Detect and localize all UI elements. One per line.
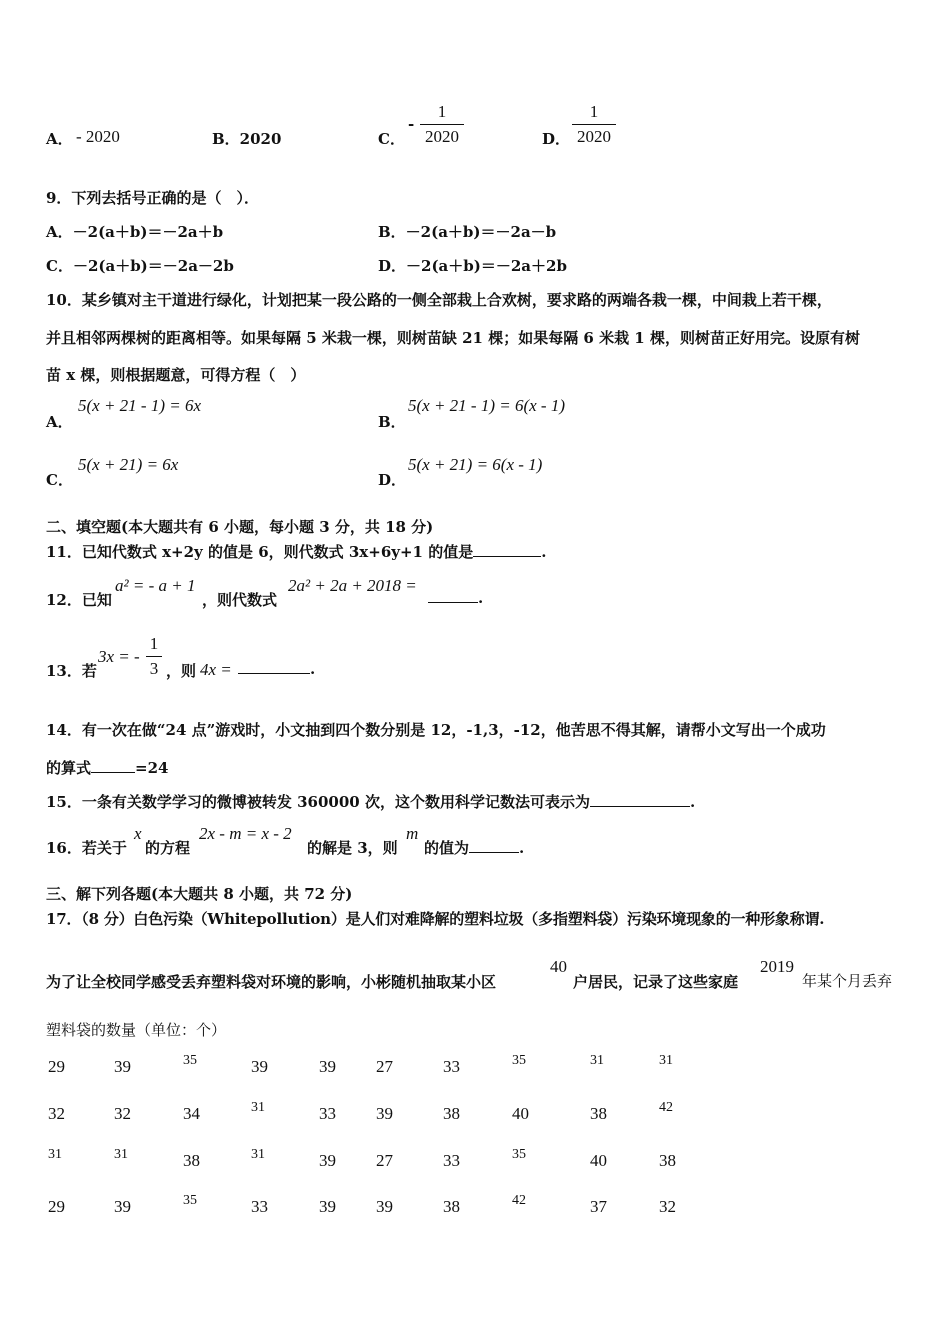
q13-pre: 13．若 <box>46 662 97 680</box>
q17-line2-mid: 户居民，记录了这些家庭 <box>573 973 739 991</box>
q12-pre: 12．已知 <box>46 591 112 609</box>
table-cell: 35 <box>183 1193 197 1208</box>
table-cell: 39 <box>319 1057 336 1076</box>
q15-text <box>46 791 695 812</box>
q13-fraction <box>146 634 162 679</box>
q8-option-d-fraction <box>572 102 616 147</box>
q10-option-a-label: A． <box>46 413 73 431</box>
q14-line2 <box>46 757 168 778</box>
q12-answer-line <box>428 589 483 607</box>
fraction-bar <box>420 124 464 125</box>
q11-end: . <box>541 543 547 561</box>
table-cell: 27 <box>376 1057 393 1076</box>
table-cell: 38 <box>590 1104 607 1123</box>
q13-end: . <box>310 660 316 678</box>
q15-answer-blank[interactable] <box>590 806 690 807</box>
table-cell: 39 <box>114 1057 131 1076</box>
table-cell: 39 <box>251 1057 268 1076</box>
q11-text <box>46 541 546 562</box>
q16-variable-x: x <box>134 824 142 843</box>
table-cell: 38 <box>183 1151 200 1170</box>
q9-option-c: C．－2(a＋b)＝－2a－2b <box>46 257 234 275</box>
q12-equation-1: a² = - a + 1 <box>115 576 196 595</box>
q9-stem: 9．下列去括号正确的是（ ）． <box>46 189 259 207</box>
table-cell: 33 <box>251 1197 268 1216</box>
table-cell: 39 <box>114 1197 131 1216</box>
q12-equation-2: 2a² + 2a + 2018 = <box>288 576 417 595</box>
table-cell: 27 <box>376 1151 393 1170</box>
q14-answer-blank[interactable] <box>91 772 135 773</box>
table-cell: 31 <box>251 1100 265 1115</box>
fraction-numerator: 1 <box>149 634 159 653</box>
fraction-numerator: 1 <box>589 102 599 121</box>
q10-option-b-equation: 5(x + 21 - 1) = 6(x - 1) <box>408 396 566 415</box>
table-cell: 29 <box>48 1057 65 1076</box>
q17-number-40: 40 <box>550 957 567 976</box>
table-cell: 31 <box>48 1147 62 1162</box>
table-cell: 32 <box>659 1197 676 1216</box>
q12-answer-blank[interactable] <box>428 602 478 603</box>
q10-option-c-equation: 5(x + 21) = 6x <box>78 455 179 474</box>
q16-mid1: 的方程 <box>145 839 191 857</box>
fraction-numerator: 1 <box>437 102 447 121</box>
table-cell: 31 <box>251 1147 265 1162</box>
q8-option-a-value: - 2020 <box>76 127 120 146</box>
q13-answer-blank[interactable] <box>238 673 310 674</box>
q14-line2-post: =24 <box>135 759 169 777</box>
q15-stem: 15．一条有关数学学习的微博被转发 360000 次，这个数用科学记数法可表示为 <box>46 793 590 811</box>
q9-option-b: B．－2(a＋b)＝－2a－b <box>378 223 557 241</box>
q16-mid2: 的解是 3，则 <box>307 839 398 857</box>
table-cell: 31 <box>590 1053 604 1068</box>
table-cell: 31 <box>659 1053 673 1068</box>
q8-option-c-label: C． <box>378 130 405 148</box>
q10-option-a-equation: 5(x + 21 - 1) = 6x <box>78 396 202 415</box>
q16-end: . <box>519 839 525 857</box>
q17-line2-post: 年某个月丢弃 <box>802 972 893 990</box>
q17-line2-pre: 为了让全校同学感受丢弃塑料袋对环境的影响，小彬随机抽取某小区 <box>46 973 497 991</box>
q13-equation-left: 3x = - <box>98 647 140 666</box>
table-cell: 42 <box>659 1100 673 1115</box>
table-cell: 39 <box>376 1197 393 1216</box>
table-cell: 34 <box>183 1104 200 1123</box>
q13-answer-line <box>238 660 315 678</box>
q16-post <box>424 837 524 858</box>
table-cell: 39 <box>319 1197 336 1216</box>
fraction-denominator: 2020 <box>425 127 459 146</box>
q8-option-a-label: A． <box>46 130 73 148</box>
q13-mid: ，则 <box>166 662 197 680</box>
q9-option-d: D．－2(a＋b)＝－2a＋2b <box>378 257 567 275</box>
q13-equation-2: 4x = <box>200 660 232 679</box>
table-cell: 40 <box>590 1151 607 1170</box>
q14-line2-pre: 的算式 <box>46 759 92 777</box>
section-3-heading: 三、解下列各题(本大题共 8 小题，共 72 分) <box>46 885 353 903</box>
table-cell: 37 <box>590 1197 607 1216</box>
section-2-heading: 二、填空题(本大题共有 6 小题，每小题 3 分，共 18 分) <box>46 518 434 536</box>
table-cell: 38 <box>443 1104 460 1123</box>
table-cell: 33 <box>443 1057 460 1076</box>
q16-equation: 2x - m = x - 2 <box>199 824 292 843</box>
table-cell: 35 <box>183 1053 197 1068</box>
q8-option-d-label: D． <box>542 130 571 148</box>
table-cell: 35 <box>512 1147 526 1162</box>
table-cell: 32 <box>48 1104 65 1123</box>
fraction-denominator: 2020 <box>577 127 611 146</box>
table-cell: 33 <box>319 1104 336 1123</box>
q17-line1: 17．（8 分）白色污染（Whitepollution）是人们对难降解的塑料垃圾（多指塑料袋）污染环境现象的一种形象称谓. <box>46 910 825 928</box>
table-cell: 35 <box>512 1053 526 1068</box>
q12-mid: ，则代数式 <box>202 591 278 609</box>
table-cell: 32 <box>114 1104 131 1123</box>
q16-pre: 16．若关于 <box>46 839 127 857</box>
table-cell: 42 <box>512 1193 526 1208</box>
q16-post-text: 的值为 <box>424 839 470 857</box>
table-cell: 31 <box>114 1147 128 1162</box>
fraction-denominator: 3 <box>149 659 159 678</box>
table-cell: 39 <box>376 1104 393 1123</box>
q15-end: . <box>689 793 696 811</box>
q17-year: 2019 <box>760 957 794 976</box>
q10-stem-line2: 并且相邻两棵树的距离相等。如果每隔 5 米栽一棵，则树苗缺 21 棵；如果每隔 6 米栽 1 棵，则树苗正好用完。设原有树 <box>46 329 860 347</box>
q16-answer-blank[interactable] <box>469 852 519 853</box>
q12-end: . <box>478 589 484 607</box>
q11-answer-blank[interactable] <box>473 556 541 557</box>
table-cell: 38 <box>443 1197 460 1216</box>
q10-option-d-equation: 5(x + 21) = 6(x - 1) <box>408 455 543 474</box>
q8-option-c-sign: - <box>408 115 415 133</box>
q11-stem: 11．已知代数式 x+2y 的值是 6，则代数式 3x+6y+1 的值是 <box>46 543 474 561</box>
table-cell: 39 <box>319 1151 336 1170</box>
fraction-bar <box>146 656 162 657</box>
q16-variable-m: m <box>406 824 419 843</box>
q10-option-c-label: C． <box>46 471 73 489</box>
q10-option-d-label: D． <box>378 471 407 489</box>
q10-stem-line1: 10．某乡镇对主干道进行绿化，计划把某一段公路的一侧全部栽上合欢树，要求路的两端各栽一棵，中间栽上若干棵， <box>46 291 832 309</box>
table-cell: 33 <box>443 1151 460 1170</box>
q8-option-b: B．2020 <box>212 130 282 148</box>
table-cell: 29 <box>48 1197 65 1216</box>
fraction-bar <box>572 124 616 125</box>
q9-option-a: A．－2(a＋b)＝－2a＋b <box>46 223 224 241</box>
q8-option-c-fraction <box>420 102 464 147</box>
q10-option-b-label: B． <box>378 413 406 431</box>
q17-line3: 塑料袋的数量（单位：个） <box>46 1021 227 1039</box>
q10-stem-line3: 苗 x 棵，则根据题意，可得方程（ ） <box>46 366 306 384</box>
table-cell: 38 <box>659 1151 676 1170</box>
q14-line1: 14．有一次在做“24 点”游戏时，小文抽到四个数分别是 12，-1,3，-12，他苦思不得其解，请帮小文写出一个成功 <box>46 721 826 739</box>
table-cell: 40 <box>512 1104 529 1123</box>
